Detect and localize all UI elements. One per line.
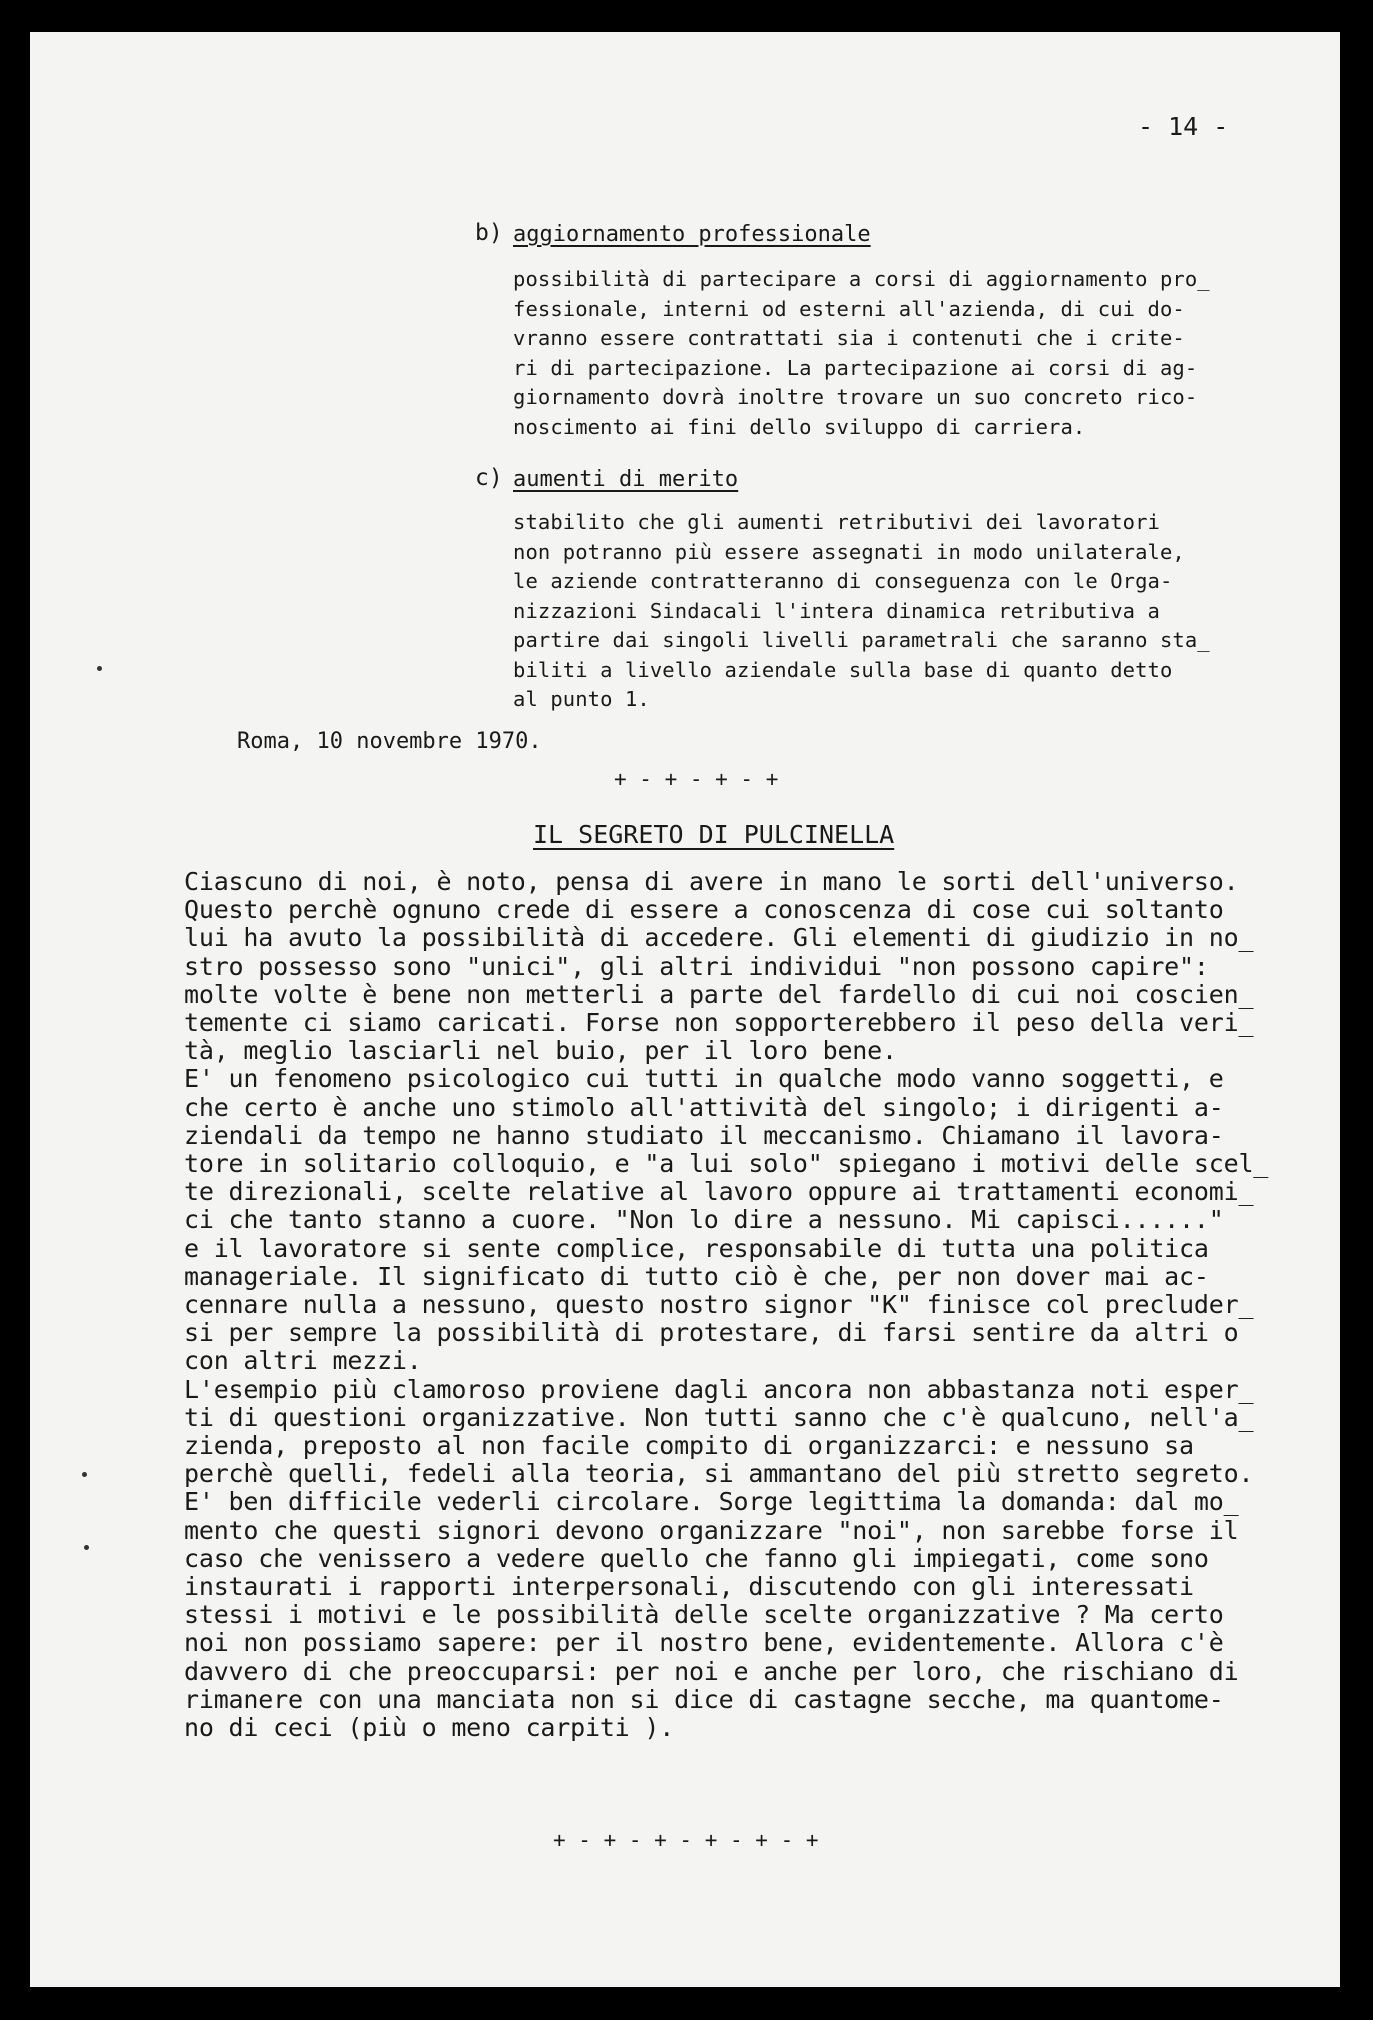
article-line: che certo è anche uno stimolo all'attività del singolo; i dirigenti a- [184, 1092, 1224, 1122]
section-b-line: possibilità di partecipare a corsi di aggiornamento pro_ [513, 267, 1210, 291]
article-line: ziendali da tempo ne hanno studiato il meccanismo. Chiamano il lavora- [184, 1120, 1224, 1150]
article-line: no di ceci (più o meno carpiti ). [184, 1713, 675, 1743]
section-c-heading: aumenti di merito [513, 467, 739, 492]
article-line: stessi i motivi e le possibilità delle scelte organizzative ? Ma certo [184, 1600, 1224, 1630]
separator-top: + - + - + - + [614, 767, 779, 791]
article-line: rimanere con una manciata non si dice di castagne secche, ma quantome- [184, 1684, 1224, 1714]
article-line: e il lavoratore si sente complice, responsabile di tutta una politica [184, 1233, 1209, 1263]
article-line: con altri mezzi. [184, 1346, 422, 1376]
article-line: Ciascuno di noi, è noto, pensa di avere in mano le sorti dell'universo. [184, 867, 1239, 896]
page-number: - 14 - [1138, 112, 1229, 141]
scan-speck [84, 1545, 89, 1550]
section-b-line: ri di partecipazione. La partecipazione ai corsi di ag- [513, 355, 1198, 380]
article-line: mento che questi signori devono organizzare "noi", non sarebbe forse il [184, 1515, 1239, 1545]
article-line: stro possesso sono "unici", gli altri individui "non possono capire": [184, 951, 1209, 981]
date-signoff: Roma, 10 novembre 1970. [237, 729, 542, 754]
article-line: caso che venissero a vedere quello che fanno gli impiegati, come sono [184, 1543, 1209, 1573]
section-c-line: al punto 1. [513, 687, 650, 711]
article-line: tore in solitario colloquio, e "a lui solo" spiegano i motivi delle scel_ [184, 1149, 1269, 1179]
article-line: tà, meglio lasciarli nel buio, per il loro bene. [184, 1036, 897, 1066]
section-b-heading: aggiornamento professionale [513, 222, 871, 247]
article-line: zienda, preposto al non facile compito di organizzarci: e nessuno sa [184, 1431, 1194, 1461]
section-c-body [513, 508, 1210, 715]
article-title: IL SEGRETO DI PULCINELLA [533, 820, 895, 849]
article-line: Questo perchè ognuno crede di essere a conoscenza di cose cui soltanto [184, 895, 1224, 925]
article-line: cennare nulla a nessuno, questo nostro signor "K" finisce col precluder_ [184, 1290, 1254, 1320]
article-line: si per sempre la possibilità di protestare, di farsi sentire da altri o [184, 1318, 1239, 1348]
scan-speck [82, 1472, 87, 1477]
section-c-line: nizzazioni Sindacali l'intera dinamica retributiva a [513, 598, 1160, 623]
separator-bottom: + - + - + - + - + - + [553, 1828, 819, 1852]
article-line: perchè quelli, fedeli alla teoria, si ammantano del più stretto segreto. [184, 1459, 1254, 1489]
section-c-line: biliti a livello aziendale sulla base di quanto detto [513, 657, 1173, 682]
article-line: te direzionali, scelte relative al lavoro oppure ai trattamenti economi_ [184, 1177, 1254, 1207]
article-line: E' ben difficile vederli circolare. Sorge legittima la domanda: dal mo_ [184, 1487, 1239, 1517]
article-line: ti di questioni organizzative. Non tutti sanno che c'è qualcuno, nell'a_ [184, 1402, 1254, 1432]
section-c-marker: c) [475, 465, 503, 491]
section-b-line: giornamento dovrà inoltre trovare un suo concreto rico- [513, 385, 1198, 409]
section-c-line: non potranno più essere assegnati in modo unilaterale, [513, 539, 1185, 564]
article-line: temente ci siamo caricati. Forse non sopporterebbero il peso della veri_ [184, 1008, 1254, 1038]
article-line: noi non possiamo sapere: per il nostro bene, evidentemente. Allora c'è [184, 1628, 1224, 1658]
article-line: davvero di che preoccuparsi: per noi e anche per loro, che rischiano di [184, 1656, 1239, 1686]
article-line: L'esempio più clamoroso proviene dagli ancora non abbastanza noti esper_ [184, 1374, 1254, 1404]
article-line: manageriale. Il significato di tutto ciò è che, per non dover mai ac- [184, 1261, 1209, 1291]
section-b-marker: b) [475, 220, 503, 246]
section-c-line: stabilito che gli aumenti retributivi dei lavoratori [513, 510, 1160, 534]
section-b-line: fessionale, interni od esterni all'azienda, di cui do- [513, 296, 1185, 321]
section-b-line: noscimento ai fini dello sviluppo di carriera. [513, 414, 1086, 439]
article-line: instaurati i rapporti interpersonali, discutendo con gli interessati [184, 1572, 1194, 1602]
article-line: E' un fenomeno psicologico cui tutti in qualche modo vanno soggetti, e [184, 1064, 1224, 1094]
scan-speck [97, 666, 102, 671]
article-line: ci che tanto stanno a cuore. "Non lo dire a nessuno. Mi capisci......" [184, 1205, 1224, 1235]
section-b-body [513, 265, 1210, 442]
section-b-line: vranno essere contrattati sia i contenuti che i crite- [513, 326, 1185, 350]
section-c-line: le aziende contratteranno di conseguenza con le Orga- [513, 569, 1173, 593]
article-line: lui ha avuto la possibilità di accedere. Gli elementi di giudizio in no_ [184, 923, 1254, 953]
section-c-line: partire dai singoli livelli parametrali che saranno sta_ [513, 628, 1210, 652]
article-line: molte volte è bene non metterli a parte del fardello di cui noi coscien_ [184, 979, 1254, 1009]
article-body [184, 868, 1268, 1742]
